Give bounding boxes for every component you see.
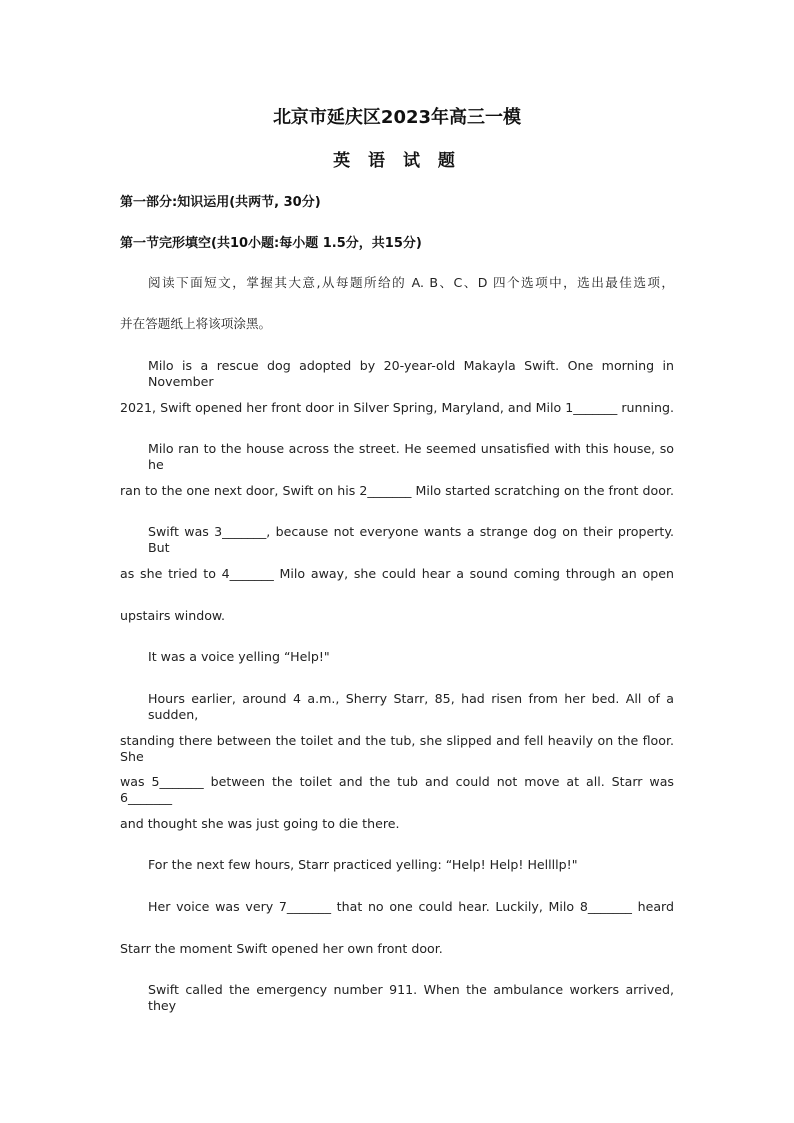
passage-line: and thought she was just going to die there.: [120, 816, 400, 831]
passage-line: Milo is a rescue dog adopted by 20-year-old Makayla Swift. One morning in November: [148, 358, 674, 389]
passage-line: as she tried to 4_______ Milo away, she could hear a sound coming through an open: [120, 566, 674, 581]
passage-line: standing there between the toilet and the tub, she slipped and fell heavily on the floor. She: [120, 733, 674, 764]
instruction-line-2: 并在答题纸上将该项涂黑。: [120, 316, 272, 331]
passage-line: Hours earlier, around 4 a.m., Sherry Starr, 85, had risen from her bed. All of a sudden,: [148, 691, 674, 722]
passage-line: Milo ran to the house across the street. He seemed unsatisfied with this house, so he: [148, 441, 674, 472]
passage-line: Swift called the emergency number 911. When the ambulance workers arrived, they: [148, 982, 674, 1013]
passage-line: upstairs window.: [120, 608, 226, 623]
document-subtitle: 英 语 试 题: [333, 151, 461, 171]
passage-line: Her voice was very 7_______ that no one could hear. Luckily, Milo 8_______ heard: [148, 899, 674, 914]
part-heading: 第一部分:知识运用(共两节, 30分): [120, 195, 321, 210]
document-title: 北京市延庆区2023年高三一模: [272, 107, 522, 128]
section-heading: 第一节完形填空(共10小题:每小题 1.5分，共15分): [120, 236, 422, 251]
passage-line: 2021, Swift opened her front door in Silver Spring, Maryland, and Milo 1_______ running.: [120, 400, 674, 415]
passage-line: Swift was 3_______, because not everyone wants a strange dog on their property. But: [148, 524, 674, 555]
passage-line: was 5_______ between the toilet and the tub and could not move at all. Starr was 6_______: [120, 774, 674, 805]
instruction-line-1: 阅读下面短文，掌握其大意,从每题所给的 A. B、C、D 四个选项中，选出最佳选项，: [148, 275, 674, 290]
passage-line: Starr the moment Swift opened her own front door.: [120, 941, 443, 956]
passage-line: ran to the one next door, Swift on his 2_______ Milo started scratching on the front door.: [120, 483, 674, 498]
passage-line: For the next few hours, Starr practiced yelling: “Help! Help! Hellllp!": [148, 857, 578, 872]
passage-line: It was a voice yelling “Help!": [148, 649, 330, 664]
